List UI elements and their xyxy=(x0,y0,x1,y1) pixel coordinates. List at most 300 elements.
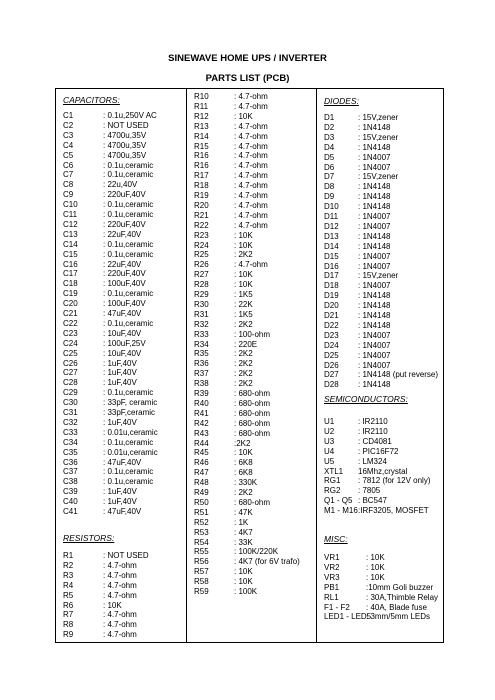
part-reference: R24 xyxy=(194,240,209,250)
part-value: : 1uF,40V xyxy=(103,487,137,497)
part-value: : 10K xyxy=(234,270,253,280)
part-reference: D1 xyxy=(324,113,335,122)
part-reference: R13 xyxy=(194,121,209,131)
part-reference: D24 xyxy=(324,340,339,350)
part-value: : 4700u,35V xyxy=(103,150,147,160)
part-reference: R25 xyxy=(194,250,209,260)
part-value: : 47uF,40V xyxy=(103,309,142,318)
part-value: : 4.7-ohm xyxy=(234,200,268,210)
part-value: : 0.1u,ceramic xyxy=(103,467,154,477)
document-title: SINEWAVE HOME UPS / INVERTER xyxy=(168,53,327,64)
part-reference: C33 xyxy=(63,427,78,437)
part-value: : 1N4148 xyxy=(358,192,391,202)
part-reference: D9 xyxy=(324,192,335,202)
part-value: :IRF3205, MOSFET xyxy=(358,506,429,516)
part-reference: R6 xyxy=(63,600,74,610)
part-reference: C25 xyxy=(63,348,78,358)
part-reference: C7 xyxy=(63,170,74,180)
part-reference: C26 xyxy=(63,358,78,368)
part-reference: R16 xyxy=(194,151,209,161)
part-reference: C6 xyxy=(63,160,74,170)
part-value: : 1N4148 xyxy=(358,182,391,192)
part-value: : 6K8 xyxy=(234,468,253,478)
part-value: : 0.1u,ceramic xyxy=(103,200,154,210)
part-reference: R39 xyxy=(194,389,209,398)
part-reference: R56 xyxy=(194,557,209,567)
part-reference: R57 xyxy=(194,567,209,577)
part-value: : 1N4148 xyxy=(358,291,391,301)
part-reference: D22 xyxy=(324,320,339,330)
part-reference: R21 xyxy=(194,210,209,220)
part-value: : 10K xyxy=(103,600,122,610)
part-reference: R23 xyxy=(194,230,209,240)
part-reference: C29 xyxy=(63,388,78,398)
part-value: : 0.01u,ceramic xyxy=(103,427,158,437)
part-reference: D14 xyxy=(324,241,339,251)
part-reference: D13 xyxy=(324,231,339,241)
part-value: : 2K2 xyxy=(234,379,253,389)
part-reference: R31 xyxy=(194,309,209,319)
part-reference: PB1 xyxy=(324,582,340,592)
part-reference: C4 xyxy=(63,140,74,150)
part-reference: R1 xyxy=(63,551,74,560)
part-value: : 10K xyxy=(366,553,385,562)
part-reference: C9 xyxy=(63,190,74,200)
part-value: : PIC16F72 xyxy=(358,446,399,456)
part-value: : 22uF,40V xyxy=(103,229,142,239)
part-value: : 680-ohm xyxy=(234,408,271,418)
part-reference: R19 xyxy=(194,191,209,200)
part-reference: R26 xyxy=(194,260,209,270)
part-reference: R46 xyxy=(194,458,209,468)
part-value: : 1K xyxy=(234,517,249,527)
part-value: : 4.7-ohm xyxy=(234,210,268,220)
part-value: : 0.1u,ceramic xyxy=(103,239,154,249)
part-value: : 1N4148 xyxy=(358,241,391,251)
part-value: : 10uF,40V xyxy=(103,348,142,358)
part-value: : 220uF,40V xyxy=(103,269,146,279)
part-value: : BC547 xyxy=(358,496,387,506)
part-value: : 2K2 xyxy=(234,319,253,329)
part-value: : 680-ohm xyxy=(234,389,271,398)
part-reference: R44 xyxy=(194,438,209,448)
part-reference: C32 xyxy=(63,417,78,427)
part-value: : 10uF,40V xyxy=(103,328,142,338)
part-value: : 47K xyxy=(234,507,253,517)
part-reference: D6 xyxy=(324,162,335,172)
part-reference: R7 xyxy=(63,610,74,620)
part-value: : 4.7-ohm xyxy=(234,161,268,171)
part-reference: R52 xyxy=(194,517,209,527)
part-value: : 1N4148 xyxy=(358,122,391,132)
part-value: : 7812 (for 12V only) xyxy=(358,476,431,486)
part-reference: R9 xyxy=(63,630,74,640)
part-value: : 2K2 xyxy=(234,488,253,497)
part-reference: R45 xyxy=(194,448,209,458)
section-heading: SEMICONDUCTORS: xyxy=(324,394,408,404)
part-value: : 10K xyxy=(234,567,253,577)
part-value: : 1N4007 xyxy=(358,261,391,271)
part-value: : 47uF,40V xyxy=(103,507,142,516)
part-reference: C11 xyxy=(63,210,78,219)
part-value: : 0.01u,ceramic xyxy=(103,447,158,457)
part-value: : 0.1u,ceramic xyxy=(103,289,154,299)
part-reference: D11 xyxy=(324,212,339,221)
part-reference: R30 xyxy=(194,299,209,309)
part-value: : 1N4007 xyxy=(358,360,391,370)
part-value: : 30A,Thimble Relay xyxy=(366,592,439,602)
part-value: : 6K8 xyxy=(234,458,253,468)
part-value: : 1uF,40V xyxy=(103,417,137,427)
part-value: : 33K xyxy=(234,537,253,547)
part-reference: R59 xyxy=(194,587,209,596)
part-value: : 1K5 xyxy=(234,309,253,319)
part-reference: D26 xyxy=(324,360,339,370)
part-reference: R37 xyxy=(194,369,209,379)
part-value: : 4.7-ohm xyxy=(234,131,268,141)
part-reference: R48 xyxy=(194,478,209,488)
part-value: : 1N4148 xyxy=(358,142,391,152)
part-reference: R35 xyxy=(194,349,209,359)
parts-table xyxy=(55,88,444,643)
part-value: : 22K xyxy=(234,299,253,309)
part-value: : NOT USED xyxy=(103,120,149,130)
part-value: : 100-ohm xyxy=(234,329,271,339)
part-value: : 3mm/5mm LEDs xyxy=(366,612,431,622)
part-value: : LM324 xyxy=(358,456,387,466)
part-reference: Q1 - Q5 xyxy=(324,496,353,506)
part-value: : 15V,zener xyxy=(358,113,399,122)
part-reference: VR2 xyxy=(324,562,340,572)
part-reference: C40 xyxy=(63,497,78,507)
part-reference: R3 xyxy=(63,570,74,580)
part-value: : 220uF,40V xyxy=(103,190,146,200)
part-reference: R41 xyxy=(194,408,209,418)
part-value: : 100K/220K xyxy=(234,547,279,557)
part-reference: D17 xyxy=(324,271,339,281)
part-value: : 220E xyxy=(234,339,258,349)
section-heading: CAPACITORS: xyxy=(63,95,120,105)
part-reference: LED1 - LED5 xyxy=(324,612,372,622)
part-value: : 100uF,40V xyxy=(103,279,146,289)
part-reference: C18 xyxy=(63,279,78,289)
part-value: : 1uF,40V xyxy=(103,497,137,507)
part-value: : 10K xyxy=(366,562,385,572)
part-value: : 4.7-ohm xyxy=(234,92,268,101)
part-reference: U3 xyxy=(324,436,335,446)
part-reference: R40 xyxy=(194,398,209,408)
part-value: : 4K7 (for 6V trafo) xyxy=(234,557,300,567)
part-value: : 4.7-ohm xyxy=(103,590,137,600)
part-reference: C27 xyxy=(63,368,78,378)
part-value: : 1N4007 xyxy=(358,340,391,350)
part-value: : 15V,zener xyxy=(358,132,399,142)
column-capacitors-resistors xyxy=(56,89,186,642)
part-value: : 4.7-ohm xyxy=(234,151,268,161)
part-reference: C10 xyxy=(63,200,78,210)
part-value: 16Mhz,crystal xyxy=(358,466,408,476)
part-reference: D21 xyxy=(324,311,339,320)
part-value: : 4.7-ohm xyxy=(103,580,137,590)
part-reference: RG2 xyxy=(324,486,341,496)
part-value: : 2K2 xyxy=(234,349,253,359)
part-value: : 220uF,40V xyxy=(103,219,146,229)
part-value: : 47uF,40V xyxy=(103,457,142,467)
part-value: : 0.1u,ceramic xyxy=(103,437,154,447)
part-reference: D16 xyxy=(324,261,339,271)
part-value: : 4.7-ohm xyxy=(234,191,268,200)
part-reference: C8 xyxy=(63,180,74,190)
part-reference: C12 xyxy=(63,219,78,229)
part-reference: R22 xyxy=(194,220,209,230)
part-value: : 4.7-ohm xyxy=(103,620,137,630)
part-value: : 10K xyxy=(234,280,253,290)
part-reference: D8 xyxy=(324,182,335,192)
part-value: : 22u,40V xyxy=(103,180,138,190)
part-reference: R28 xyxy=(194,280,209,290)
part-reference: D5 xyxy=(324,152,335,162)
part-value: : 1N4148 xyxy=(358,202,391,212)
part-value: : 2K2 xyxy=(234,359,253,369)
part-reference: F1 - F2 xyxy=(324,602,350,612)
section-heading: MISC: xyxy=(324,534,348,544)
column-diodes-semiconductors-misc xyxy=(316,89,446,642)
part-value: : 1N4148 xyxy=(358,320,391,330)
part-reference: R5 xyxy=(63,590,74,600)
part-reference: D20 xyxy=(324,301,339,311)
part-value: : 33pF, ceramic xyxy=(103,398,158,408)
part-reference: R42 xyxy=(194,418,209,428)
part-reference: R53 xyxy=(194,527,209,537)
part-reference: C14 xyxy=(63,239,78,249)
part-value: : IR2110 xyxy=(358,417,388,426)
part-reference: C28 xyxy=(63,378,78,388)
part-value: : 4.7-ohm xyxy=(234,171,268,181)
part-value: : 4.7-ohm xyxy=(234,121,268,131)
part-value: : 1N4007 xyxy=(358,212,391,221)
part-reference: R12 xyxy=(194,111,209,121)
part-reference: R15 xyxy=(194,141,209,151)
part-reference: D10 xyxy=(324,202,339,212)
part-reference: R33 xyxy=(194,329,209,339)
part-reference: R50 xyxy=(194,497,209,507)
part-reference: D18 xyxy=(324,281,339,291)
part-reference: C38 xyxy=(63,477,78,487)
part-value: : 680-ohm xyxy=(234,398,271,408)
part-value: : 1uF,40V xyxy=(103,368,137,378)
part-reference: U4 xyxy=(324,446,335,456)
part-value: : 1uF,40V xyxy=(103,378,137,388)
part-value: : 680-ohm xyxy=(234,497,271,507)
part-value: : 2K2 xyxy=(234,369,253,379)
part-reference: D3 xyxy=(324,132,335,142)
part-reference: C39 xyxy=(63,487,78,497)
part-value: : 0.1u,250V AC xyxy=(103,111,157,120)
part-reference: VR1 xyxy=(324,553,340,562)
part-reference: D23 xyxy=(324,330,339,340)
part-value: : 1N4007 xyxy=(358,281,391,291)
section-heading: RESISTORS: xyxy=(63,533,115,543)
part-reference: VR3 xyxy=(324,572,340,582)
part-value: : 1N4007 xyxy=(358,152,391,162)
part-reference: C3 xyxy=(63,130,74,140)
part-reference: C41 xyxy=(63,507,78,516)
part-value: : 1N4007 xyxy=(358,330,391,340)
part-value: : 4700u,35V xyxy=(103,130,147,140)
part-reference: D7 xyxy=(324,172,335,182)
part-value: : 1N4007 xyxy=(358,162,391,172)
part-reference: R54 xyxy=(194,537,209,547)
part-value: : 10K xyxy=(234,240,253,250)
parts-list-subtitle: PARTS LIST (PCB) xyxy=(205,73,290,84)
part-reference: D2 xyxy=(324,122,335,132)
part-reference: D28 xyxy=(324,380,339,390)
part-reference: D15 xyxy=(324,251,339,261)
part-reference: R27 xyxy=(194,270,209,280)
part-value: : 1N4148 xyxy=(358,301,391,311)
part-value: : 0.1u,ceramic xyxy=(103,388,154,398)
part-value: : 330K xyxy=(234,478,258,488)
part-value: : 4.7-ohm xyxy=(103,560,137,570)
part-reference: C15 xyxy=(63,249,78,259)
part-reference: R4 xyxy=(63,580,74,590)
part-value: : CD4081 xyxy=(358,436,392,446)
part-value: : 7805 xyxy=(358,486,381,496)
part-reference: RG1 xyxy=(324,476,341,486)
part-value: : 40A, Blade fuse xyxy=(366,602,427,612)
part-reference: R55 xyxy=(194,547,209,557)
part-value: : 10K xyxy=(234,111,253,121)
part-reference: XTL1 xyxy=(324,466,344,476)
part-value: : 4K7 xyxy=(234,527,253,537)
part-value: : 4.7-ohm xyxy=(103,570,137,580)
part-value: : 10K xyxy=(234,577,253,587)
part-reference: C30 xyxy=(63,398,78,408)
part-reference: R20 xyxy=(194,200,209,210)
part-reference: C16 xyxy=(63,259,78,269)
part-reference: R11 xyxy=(194,101,209,111)
part-value: : 1N4148 (put reverse) xyxy=(358,370,439,380)
part-value: : 1N4148 xyxy=(358,380,391,390)
part-value: : 33pF,ceramic xyxy=(103,408,156,417)
part-reference: R2 xyxy=(63,560,74,570)
part-value: : 4.7-ohm xyxy=(103,630,137,640)
part-reference: R29 xyxy=(194,290,209,299)
part-reference: R58 xyxy=(194,577,209,587)
part-reference: R18 xyxy=(194,181,209,191)
part-value: : 0.1u,ceramic xyxy=(103,210,154,219)
part-value: : 4.7-ohm xyxy=(234,141,268,151)
part-reference: C35 xyxy=(63,447,78,457)
part-value: : 100uF,25V xyxy=(103,338,146,348)
part-value: : 22uF,40V xyxy=(103,259,142,269)
part-reference: M1 - M16 xyxy=(324,506,358,516)
part-reference: R38 xyxy=(194,379,209,389)
part-reference: C23 xyxy=(63,328,78,338)
part-value: : 10K xyxy=(234,230,253,240)
part-value: : 1N4007 xyxy=(358,350,391,360)
part-reference: C1 xyxy=(63,111,74,120)
part-value: : 1N4007 xyxy=(358,221,391,231)
part-value: : 4.7-ohm xyxy=(234,220,268,230)
part-value: : 1K5 xyxy=(234,290,253,299)
part-value: : 0.1u,ceramic xyxy=(103,170,154,180)
part-value: : 0.1u,ceramic xyxy=(103,160,154,170)
part-value: :10mm Goli buzzer xyxy=(366,582,434,592)
part-reference: U2 xyxy=(324,426,335,436)
part-value: : 1N4148 xyxy=(358,231,391,241)
part-value: : 680-ohm xyxy=(234,428,271,438)
part-value: : 10K xyxy=(366,572,385,582)
part-reference: R16 xyxy=(194,161,209,171)
part-reference: U5 xyxy=(324,456,335,466)
part-reference: R17 xyxy=(194,171,209,181)
part-value: : 0.1u,ceramic xyxy=(103,318,154,328)
part-value: : 15V,zener xyxy=(358,172,399,182)
part-reference: R47 xyxy=(194,468,209,478)
part-reference: C37 xyxy=(63,467,78,477)
part-reference: R51 xyxy=(194,507,209,517)
part-reference: U1 xyxy=(324,417,335,426)
part-value: : 100K xyxy=(234,587,258,596)
part-reference: C17 xyxy=(63,269,78,279)
part-reference: R43 xyxy=(194,428,209,438)
part-reference: C22 xyxy=(63,318,78,328)
part-value: : 4.7-ohm xyxy=(103,610,137,620)
part-reference: R34 xyxy=(194,339,209,349)
part-value: : 4.7-ohm xyxy=(234,181,268,191)
part-value: : IR2110 xyxy=(358,426,388,436)
part-reference: R49 xyxy=(194,488,209,497)
part-reference: C13 xyxy=(63,229,78,239)
part-reference: D25 xyxy=(324,350,339,360)
part-value: : 1N4148 xyxy=(358,311,391,320)
part-reference: D19 xyxy=(324,291,339,301)
part-reference: C20 xyxy=(63,299,78,309)
part-value: : 4.7-ohm xyxy=(234,101,268,111)
part-reference: R14 xyxy=(194,131,209,141)
part-value: : 10K xyxy=(234,448,253,458)
part-reference: C2 xyxy=(63,120,74,130)
part-value: : 680-ohm xyxy=(234,418,271,428)
part-value: : 4.7-ohm xyxy=(234,260,268,270)
part-reference: RL1 xyxy=(324,592,339,602)
part-value: : 0.1u,ceramic xyxy=(103,477,154,487)
part-value: : NOT USED xyxy=(103,551,149,560)
part-reference: D4 xyxy=(324,142,335,152)
part-reference: C19 xyxy=(63,289,78,299)
part-value: : 1N4007 xyxy=(358,251,391,261)
part-value: : 2K2 xyxy=(234,250,253,260)
part-reference: R32 xyxy=(194,319,209,329)
part-reference: R8 xyxy=(63,620,74,630)
part-value: : 4700u,35V xyxy=(103,140,147,150)
part-reference: C24 xyxy=(63,338,78,348)
part-value: : 1uF,40V xyxy=(103,358,137,368)
part-reference: C31 xyxy=(63,408,78,417)
part-reference: R36 xyxy=(194,359,209,369)
part-value: : 0.1u,ceramic xyxy=(103,249,154,259)
part-reference: R10 xyxy=(194,92,209,101)
part-reference: D27 xyxy=(324,370,339,380)
part-reference: C36 xyxy=(63,457,78,467)
part-reference: D12 xyxy=(324,221,339,231)
part-value: :2K2 xyxy=(234,438,251,448)
part-reference: C5 xyxy=(63,150,74,160)
part-value: : 100uF,40V xyxy=(103,299,146,309)
part-reference: C34 xyxy=(63,437,78,447)
section-heading: DIODES: xyxy=(324,96,359,106)
